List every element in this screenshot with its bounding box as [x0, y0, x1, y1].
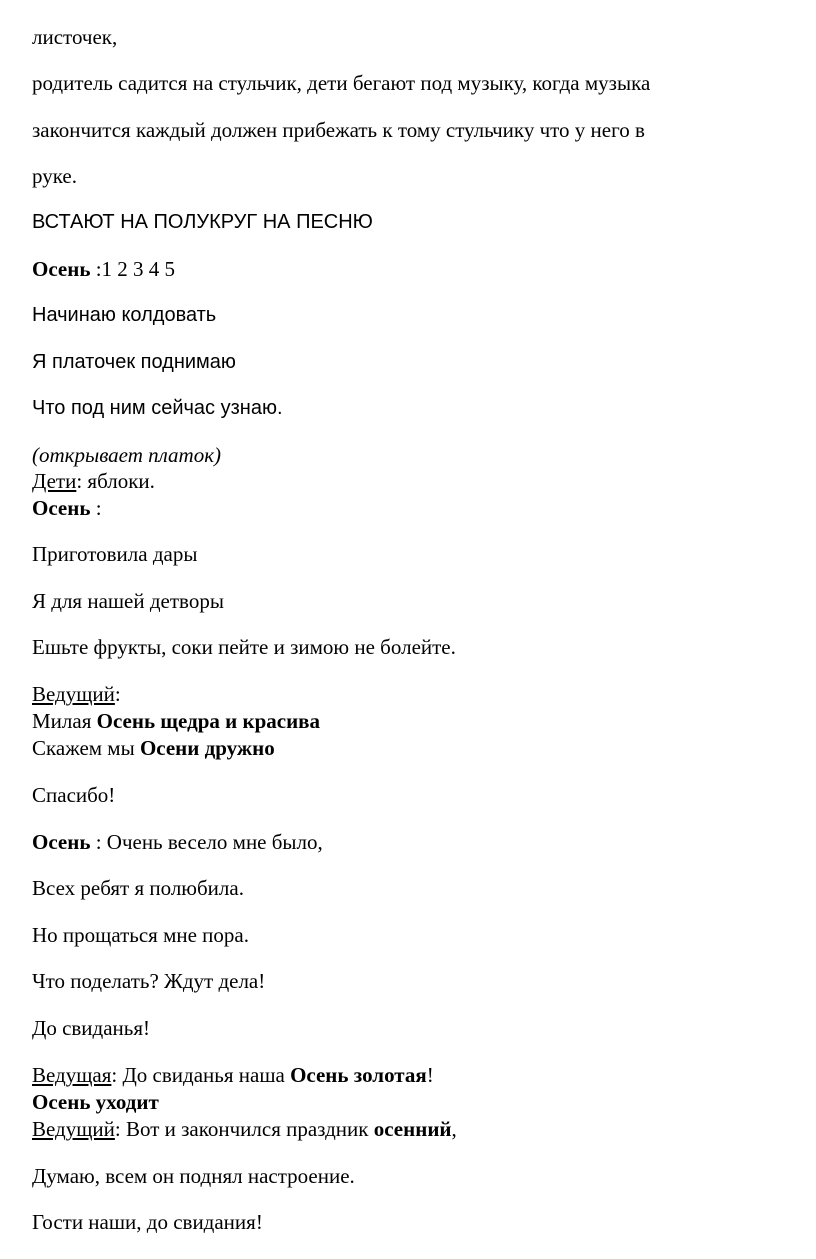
- speaker-name: Осень: [32, 257, 91, 281]
- text-line: [32, 708, 320, 734]
- speaker-line: [32, 829, 323, 855]
- text-line: Начинаю колдовать: [32, 304, 217, 326]
- text-line: До свиданья!: [32, 1016, 151, 1040]
- speaker-text: : Очень весело мне было,: [90, 830, 323, 854]
- speaker-line: [32, 681, 121, 707]
- speaker-text: : Вот и закончился праздник: [114, 1117, 374, 1141]
- text-line: Спасибо!: [32, 783, 116, 807]
- text-line: Приготовила дары: [32, 542, 198, 566]
- text-line: Я платочек поднимаю: [32, 351, 236, 373]
- text-line: Всех ребят я полюбила.: [32, 876, 244, 900]
- speaker-text: : До свиданья наша: [111, 1063, 291, 1087]
- speaker-name: Осень: [32, 496, 91, 520]
- text-line: [32, 735, 275, 761]
- text-part: Милая: [32, 709, 97, 733]
- text-line: руке.: [32, 164, 77, 188]
- text-part-bold: Осень щедра и красива: [96, 709, 321, 733]
- speaker-name: Ведущий: [32, 1117, 115, 1141]
- text-part: !: [426, 1063, 434, 1087]
- speaker-line: [32, 1062, 434, 1088]
- speaker-name: Ведущий: [32, 682, 115, 706]
- text-line: Но прощаться мне пора.: [32, 923, 249, 947]
- text-part: ,: [451, 1117, 457, 1141]
- text-line: Я для нашей детворы: [32, 589, 224, 613]
- text-line: Что под ним сейчас узнаю.: [32, 397, 283, 419]
- text-line: Думаю, всем он поднял настроение.: [32, 1164, 355, 1188]
- speaker-text: :1 2 3 4 5: [90, 257, 176, 281]
- speaker-text: :: [114, 682, 121, 706]
- stage-direction: (открывает платок): [32, 443, 222, 467]
- speaker-text: : яблоки.: [76, 469, 155, 493]
- text-line: Ешьте фрукты, соки пейте и зимою не болейте.: [32, 635, 456, 659]
- stage-direction: Осень уходит: [32, 1090, 159, 1114]
- speaker-text: :: [90, 496, 102, 520]
- text-line: родитель садится на стульчик, дети бегают под музыку, когда музыка: [32, 71, 651, 95]
- speaker-line: [32, 468, 155, 494]
- text-line: Что поделать? Ждут дела!: [32, 969, 266, 993]
- speaker-line: [32, 256, 175, 282]
- text-part: Скажем мы: [32, 736, 140, 760]
- document-page: [32, 0, 792, 1259]
- stage-direction: ВСТАЮТ НА ПОЛУКРУГ НА ПЕСНЮ: [32, 211, 373, 233]
- text-part-bold: осенний: [373, 1117, 452, 1141]
- text-line: закончится каждый должен прибежать к тому стульчику что у него в: [32, 118, 645, 142]
- speaker-name: Дети: [32, 469, 77, 493]
- text-line: Гости наши, до свидания!: [32, 1210, 263, 1234]
- speaker-name: Осень: [32, 830, 91, 854]
- speaker-line: [32, 1116, 457, 1142]
- text-line: листочек,: [32, 25, 118, 49]
- text-part-bold: Осени дружно: [139, 736, 275, 760]
- speaker-name: Ведущая: [32, 1063, 112, 1087]
- speaker-line: [32, 495, 102, 521]
- text-part-bold: Осень золотая: [290, 1063, 427, 1087]
